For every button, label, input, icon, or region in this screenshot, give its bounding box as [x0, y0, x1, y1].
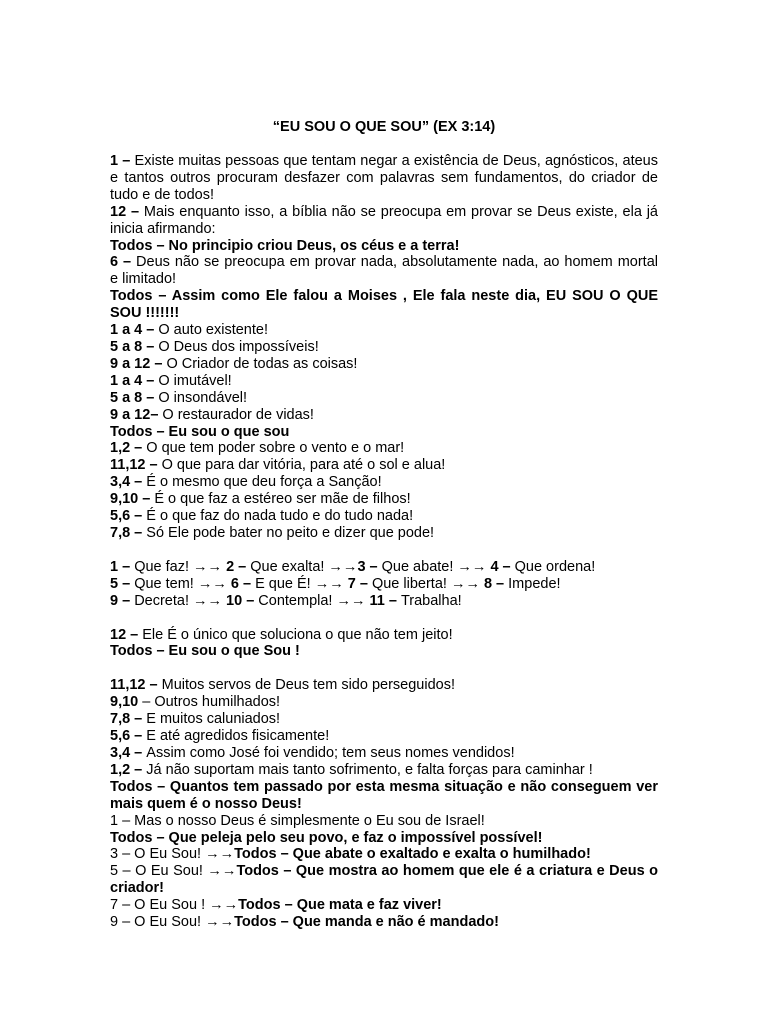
- bold-text: 10 –: [226, 592, 259, 609]
- bold-text: Todos – Que manda e não é mandado!: [234, 914, 499, 931]
- bold-text: 1 –: [110, 558, 135, 575]
- bold-text: 3 –: [357, 558, 382, 575]
- bold-text: 6 –: [110, 254, 137, 271]
- text-line: [110, 491, 658, 508]
- plain-text: Que exalta! →→: [250, 558, 358, 575]
- plain-text: Trabalha!: [400, 592, 462, 609]
- bold-text: 9 –: [110, 592, 135, 609]
- text-line: [110, 846, 658, 863]
- plain-text: O Criador de todas as coisas!: [166, 355, 358, 372]
- bold-text: 5 –: [110, 575, 135, 592]
- document-title: “EU SOU O QUE SOU” (EX 3:14): [272, 119, 496, 135]
- plain-text: Existe muitas pessoas que tentam negar a existência de Deus, agnósticos, ateus e tantos outros procuram desfazer com palavras sem fundamentos, do criador de tudo e de todos!: [110, 153, 658, 203]
- text-line: [110, 863, 658, 897]
- plain-text: 9 – O Eu Sou! →→: [110, 914, 235, 931]
- text-line: [110, 356, 658, 373]
- bold-text: 1,2 –: [110, 440, 147, 457]
- plain-text: Que ordena!: [514, 558, 596, 575]
- text-line: [110, 254, 658, 288]
- plain-text: 7 – O Eu Sou ! →→: [110, 897, 239, 914]
- text-line: [110, 711, 658, 728]
- text-line: [110, 643, 658, 660]
- plain-text: Ele É o único que soluciona o que não tem jeito!: [142, 626, 453, 643]
- bold-text: Todos – Eu sou o que Sou !: [110, 643, 300, 660]
- bold-text: 9 a 12 –: [110, 355, 167, 372]
- plain-text: Contempla! →→: [258, 592, 370, 609]
- plain-text: Muitos servos de Deus tem sido perseguidos!: [161, 677, 455, 694]
- plain-text: O auto existente!: [158, 322, 268, 339]
- text-line: [110, 424, 658, 441]
- plain-text: 5 – O Eu Sou! →→: [110, 863, 237, 880]
- text-line: [110, 779, 658, 813]
- bold-text: 11,12 –: [110, 457, 162, 474]
- text-line: [110, 914, 658, 931]
- bold-text: 12 –: [110, 626, 143, 643]
- text-line: [110, 440, 658, 457]
- text-line: [110, 897, 658, 914]
- bold-text: 1,2 –: [110, 761, 147, 778]
- bold-text: 7,8 –: [110, 524, 147, 541]
- plain-text: 1 – Mas o nosso Deus é simplesmente o Eu sou de Israel!: [110, 812, 485, 829]
- bold-text: 4 –: [490, 558, 515, 575]
- plain-text: O insondável!: [158, 389, 248, 406]
- plain-text: Decreta! →→: [134, 592, 227, 609]
- plain-text: Que liberta! →→: [371, 575, 484, 592]
- bold-text: 1 a 4 –: [110, 372, 159, 389]
- plain-text: Só Ele pode bater no peito e dizer que pode!: [146, 524, 435, 541]
- bold-text: 1 –: [110, 153, 135, 169]
- plain-text: O que tem poder sobre o vento e o mar!: [146, 440, 405, 457]
- text-line: [110, 474, 658, 491]
- plain-text: O imutável!: [158, 372, 232, 389]
- text-line: [110, 593, 658, 610]
- bold-text: 3,4 –: [110, 745, 147, 761]
- text-line: [110, 576, 658, 593]
- bold-text: 6 –: [230, 575, 256, 592]
- blank-line: [110, 542, 658, 559]
- text-line: [110, 559, 658, 576]
- plain-text: O Deus dos impossíveis!: [158, 338, 319, 355]
- document-page: [110, 119, 658, 931]
- plain-text: É o que faz do nada tudo e do tudo nada!: [146, 508, 414, 525]
- blank-line: [110, 660, 658, 677]
- plain-text: Assim como José foi vendido; tem seus nomes vendidos!: [146, 745, 515, 761]
- text-line: [110, 457, 658, 474]
- bold-text: 8 –: [483, 575, 509, 592]
- text-line: [110, 677, 658, 694]
- bold-text: 9 a 12–: [110, 406, 163, 423]
- bold-text: 5,6 –: [110, 728, 147, 745]
- plain-text: Já não suportam mais tanto sofrimento, e falta forças para caminhar !: [146, 761, 593, 778]
- plain-text: O que para dar vitória, para até o sol e alua!: [161, 457, 446, 474]
- blank-line: [110, 610, 658, 627]
- text-line: [110, 390, 658, 407]
- bold-text: Todos – Quantos tem passado por esta mesma situação e não conseguem ver mais quem é o nosso Deus!: [110, 778, 658, 812]
- text-line: [110, 288, 658, 322]
- bold-text: 9,10 –: [110, 491, 155, 508]
- bold-text: 2 –: [226, 558, 251, 575]
- bold-text: 11 –: [369, 592, 401, 609]
- bold-text: Todos – Eu sou o que sou: [110, 423, 290, 440]
- text-line: [110, 407, 658, 424]
- plain-text: E até agredidos fisicamente!: [146, 728, 330, 745]
- plain-text: Impede!: [508, 575, 561, 592]
- plain-text: E que É! →→: [255, 575, 348, 592]
- plain-text: O restaurador de vidas!: [162, 406, 314, 423]
- text-line: [110, 322, 658, 339]
- text-line: [110, 373, 658, 390]
- text-line: [110, 339, 658, 356]
- bold-text: 3,4 –: [110, 474, 147, 491]
- bold-text: 7,8 –: [110, 711, 147, 728]
- bold-text: 7 –: [347, 575, 372, 592]
- text-line: [110, 728, 658, 745]
- text-line: [110, 508, 658, 525]
- bold-text: Todos – Que mostra ao homem que ele é a criatura e Deus o criador!: [110, 863, 658, 897]
- plain-text: É o mesmo que deu força a Sanção!: [146, 474, 382, 491]
- bold-text: 1 a 4 –: [110, 322, 159, 339]
- plain-text: Deus não se preocupa em provar nada, absolutamente nada, ao homem mortal e limitado!: [110, 254, 658, 288]
- bold-text: 5,6 –: [110, 508, 147, 525]
- plain-text: E muitos caluniados!: [146, 711, 281, 728]
- bold-text: 5 a 8 –: [110, 389, 159, 406]
- plain-text: Que tem! →→: [134, 575, 231, 592]
- text-line: [110, 153, 658, 204]
- text-line: [110, 525, 658, 542]
- bold-text: Todos – Que peleja pelo seu povo, e faz o impossível possível!: [110, 829, 543, 846]
- text-line: [110, 830, 658, 847]
- plain-text: Que faz! →→: [134, 558, 227, 575]
- plain-text: Mais enquanto isso, a bíblia não se preocupa em provar se Deus existe, ela já inicia afirmando:: [110, 203, 658, 237]
- document-body: [110, 153, 658, 931]
- text-line: [110, 238, 658, 255]
- title-spacer: [110, 136, 658, 153]
- text-line: [110, 762, 658, 779]
- text-line: [110, 745, 658, 762]
- text-line: [110, 627, 658, 644]
- plain-text: – Outros humilhados!: [142, 694, 281, 711]
- plain-text: 3 – O Eu Sou! →→: [110, 846, 235, 863]
- bold-text: Todos – Que mata e faz viver!: [238, 897, 442, 914]
- plain-text: Que abate! →→: [381, 558, 491, 575]
- bold-text: 9,10: [110, 694, 143, 711]
- bold-text: 12 –: [110, 203, 144, 220]
- text-line: [110, 694, 658, 711]
- bold-text: Todos – Que abate o exaltado e exalta o humilhado!: [234, 846, 591, 863]
- bold-text: 5 a 8 –: [110, 338, 159, 355]
- plain-text: É o que faz a estéreo ser mãe de filhos!: [154, 491, 411, 508]
- bold-text: Todos – No principio criou Deus, os céus e a terra!: [110, 237, 460, 254]
- text-line: [110, 813, 658, 830]
- text-line: [110, 204, 658, 238]
- bold-text: 11,12 –: [110, 677, 162, 694]
- bold-text: Todos – Assim como Ele falou a Moises , Ele fala neste dia, EU SOU O QUE SOU !!!!!!!: [110, 288, 658, 322]
